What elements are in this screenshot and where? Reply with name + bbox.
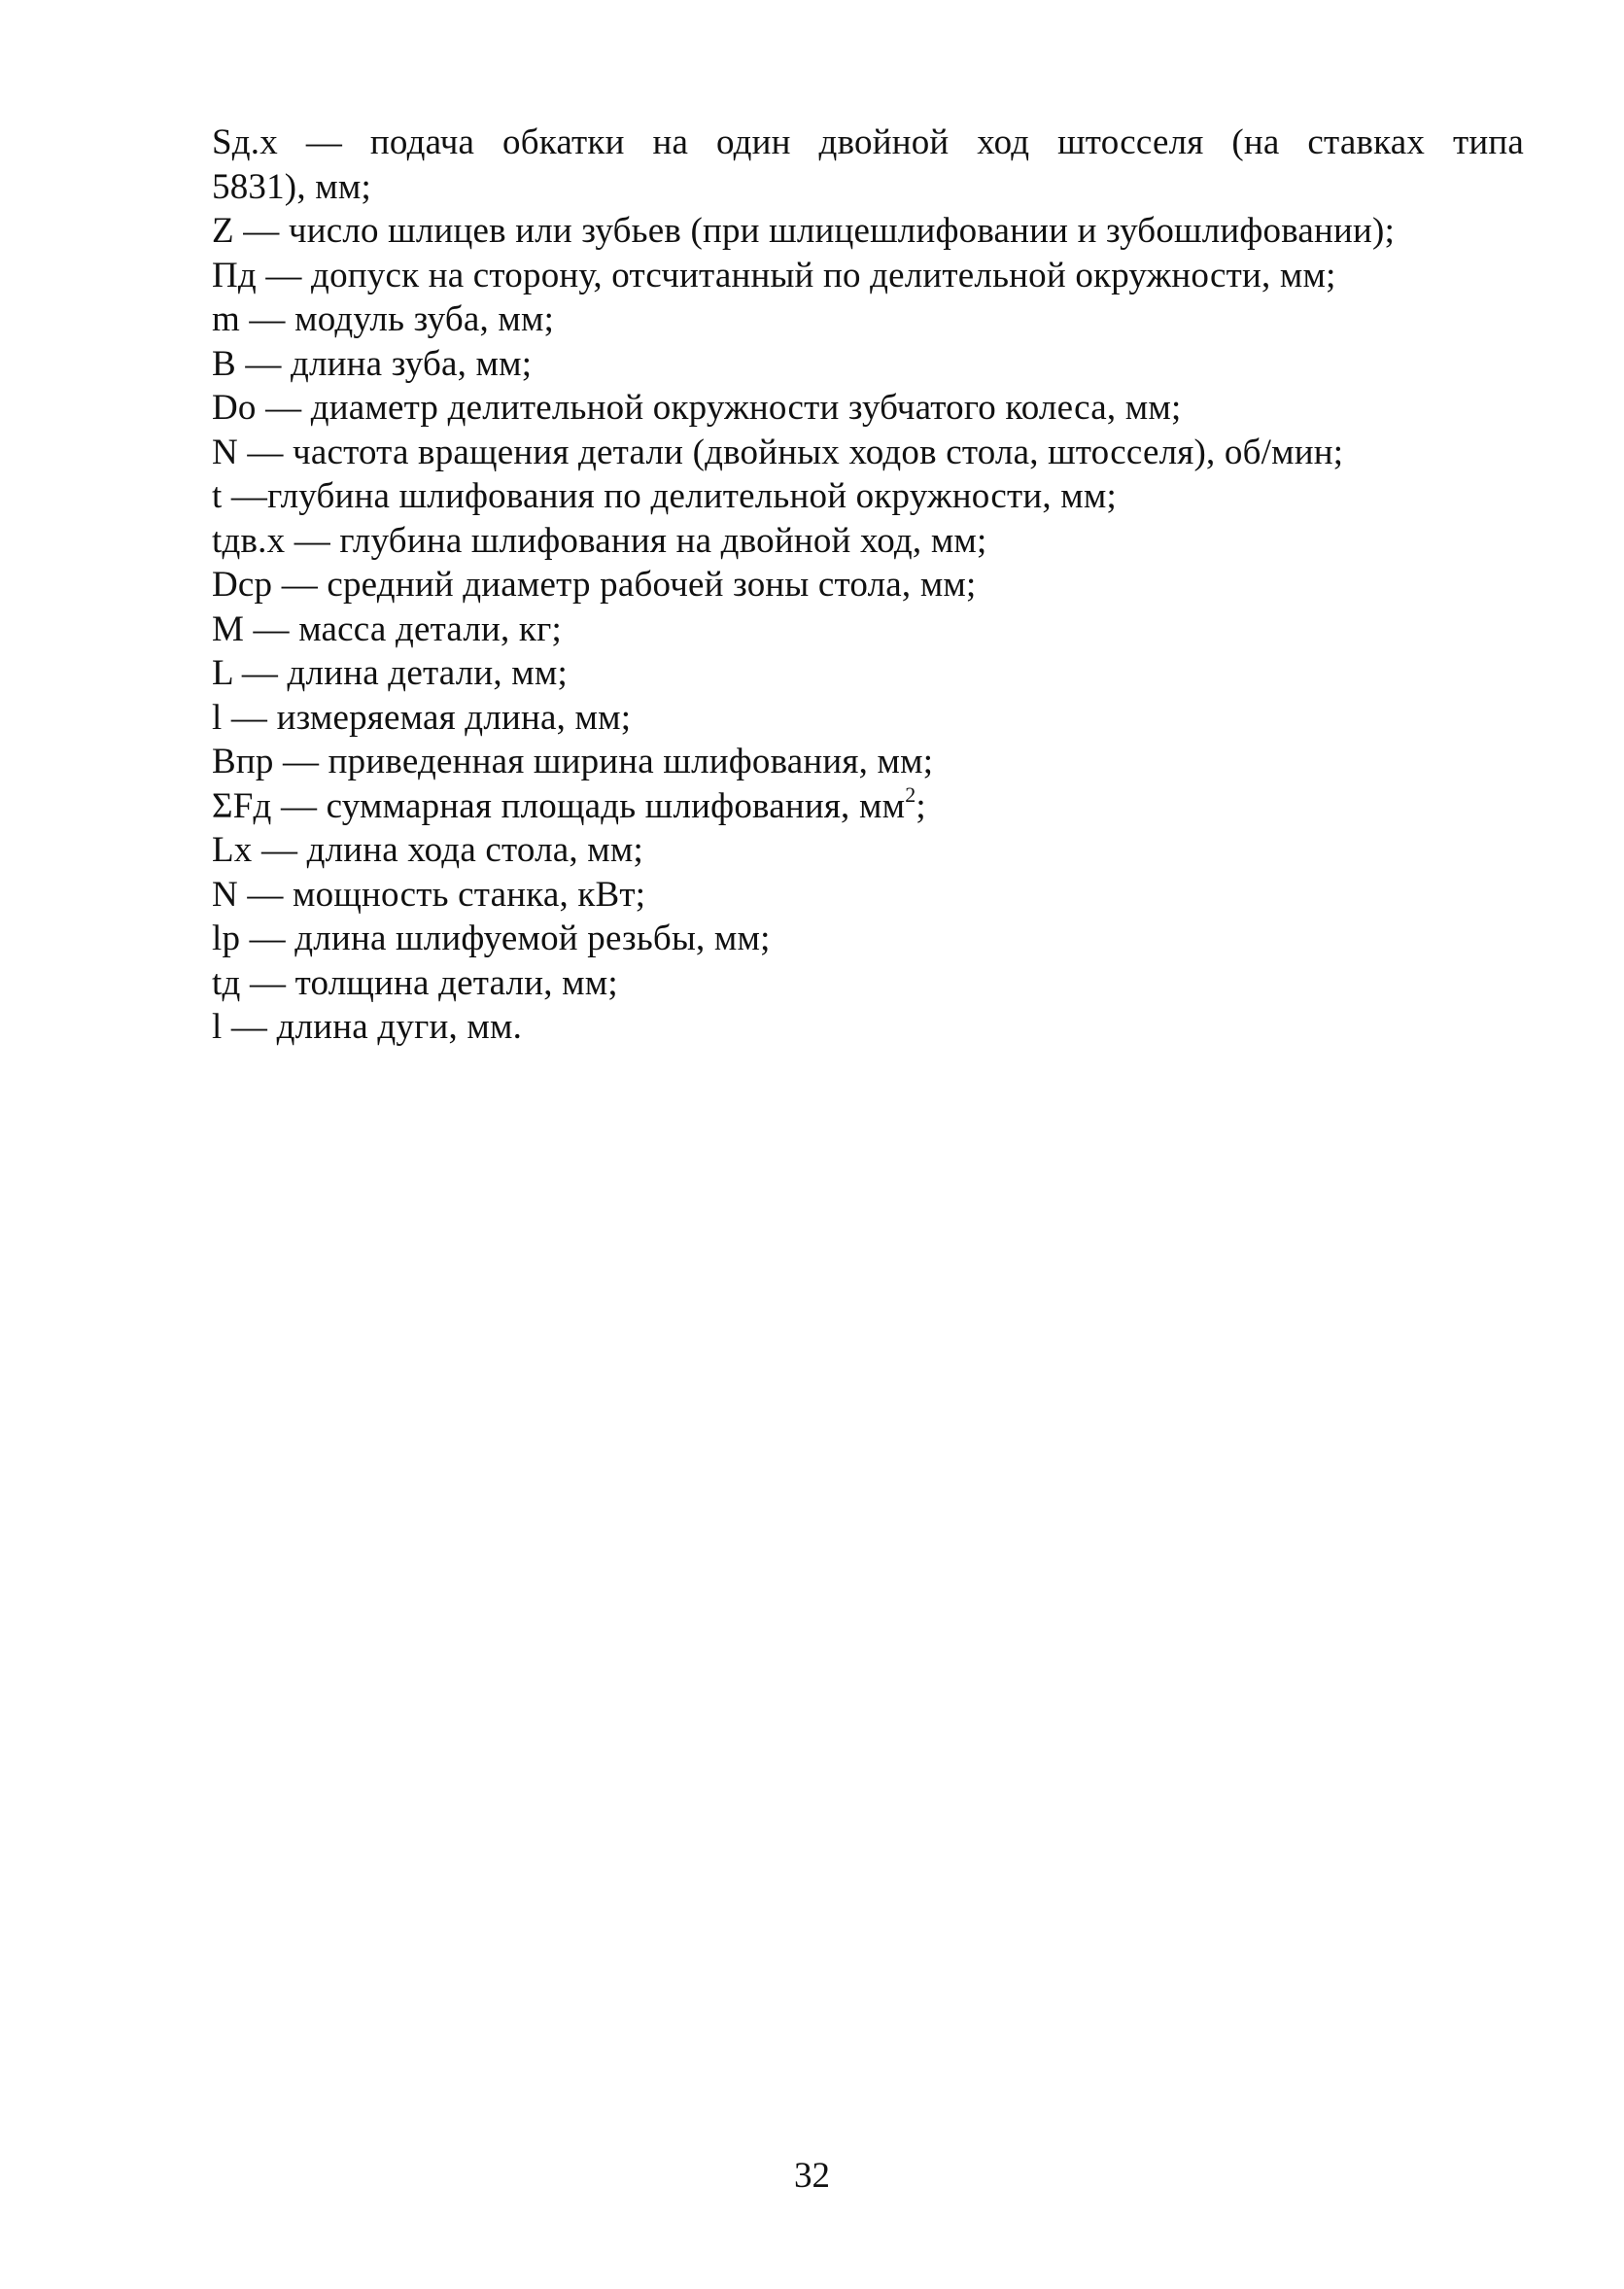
definition-vpr: Впр — приведенная ширина шлифования, мм;: [212, 742, 934, 781]
definition-td: tд — толщина детали, мм;: [212, 962, 618, 1003]
definition-mass: M — масса детали, кг;: [212, 608, 562, 649]
definition-arc-length: l — длина дуги, мм.: [212, 1007, 523, 1047]
definition-t: t —глубина шлифования по делительной окружности, мм;: [212, 476, 1117, 516]
definition-sdx-line2: 5831), мм;: [212, 166, 371, 207]
page-number: 32: [794, 2156, 830, 2196]
definition-n-frequency: N — частота вращения детали (двойных ходов стола, штосселя), об/мин;: [212, 432, 1344, 472]
definition-sum-fd: [212, 784, 1524, 829]
definition-z: Z — число шлицев или зубьев (при шлицешлифовании и зубошлифовании);: [212, 211, 1396, 251]
definition-sdx-line1: Sд.х — подача обкатки на один двойной ход штосселя (на ставках типа: [212, 122, 1524, 162]
definition-n-power: N — мощность станка, кВт;: [212, 874, 646, 915]
definition-pd: Пд — допуск на сторону, отсчитанный по делительной окружности, мм;: [212, 255, 1336, 295]
definition-l-measured: l — измеряемая длина, мм;: [212, 697, 632, 738]
definition-lr: lр — длина шлифуемой резьбы, мм;: [212, 919, 771, 958]
superscript-two: 2: [905, 782, 916, 808]
definition-b: B — длина зуба, мм;: [212, 343, 533, 384]
definitions-list: [212, 121, 1524, 1050]
definition-do: Do — диаметр делительной окружности зубчатого колеса, мм;: [212, 388, 1182, 428]
definition-m: m — модуль зуба, мм;: [212, 299, 555, 339]
definition-l-length: L — длина детали, мм;: [212, 653, 568, 693]
definition-sum-fd-semicolon: ;: [916, 785, 926, 826]
definition-tdvx: tдв.х — глубина шлифования на двойной ход, мм;: [212, 520, 987, 561]
definition-dcp: Dcp — средний диаметр рабочей зоны стола, мм;: [212, 565, 977, 605]
definition-sum-fd-text: ΣFд — суммарная площадь шлифования, мм: [212, 785, 906, 826]
definition-lx: Lx — длина хода стола, мм;: [212, 830, 643, 870]
